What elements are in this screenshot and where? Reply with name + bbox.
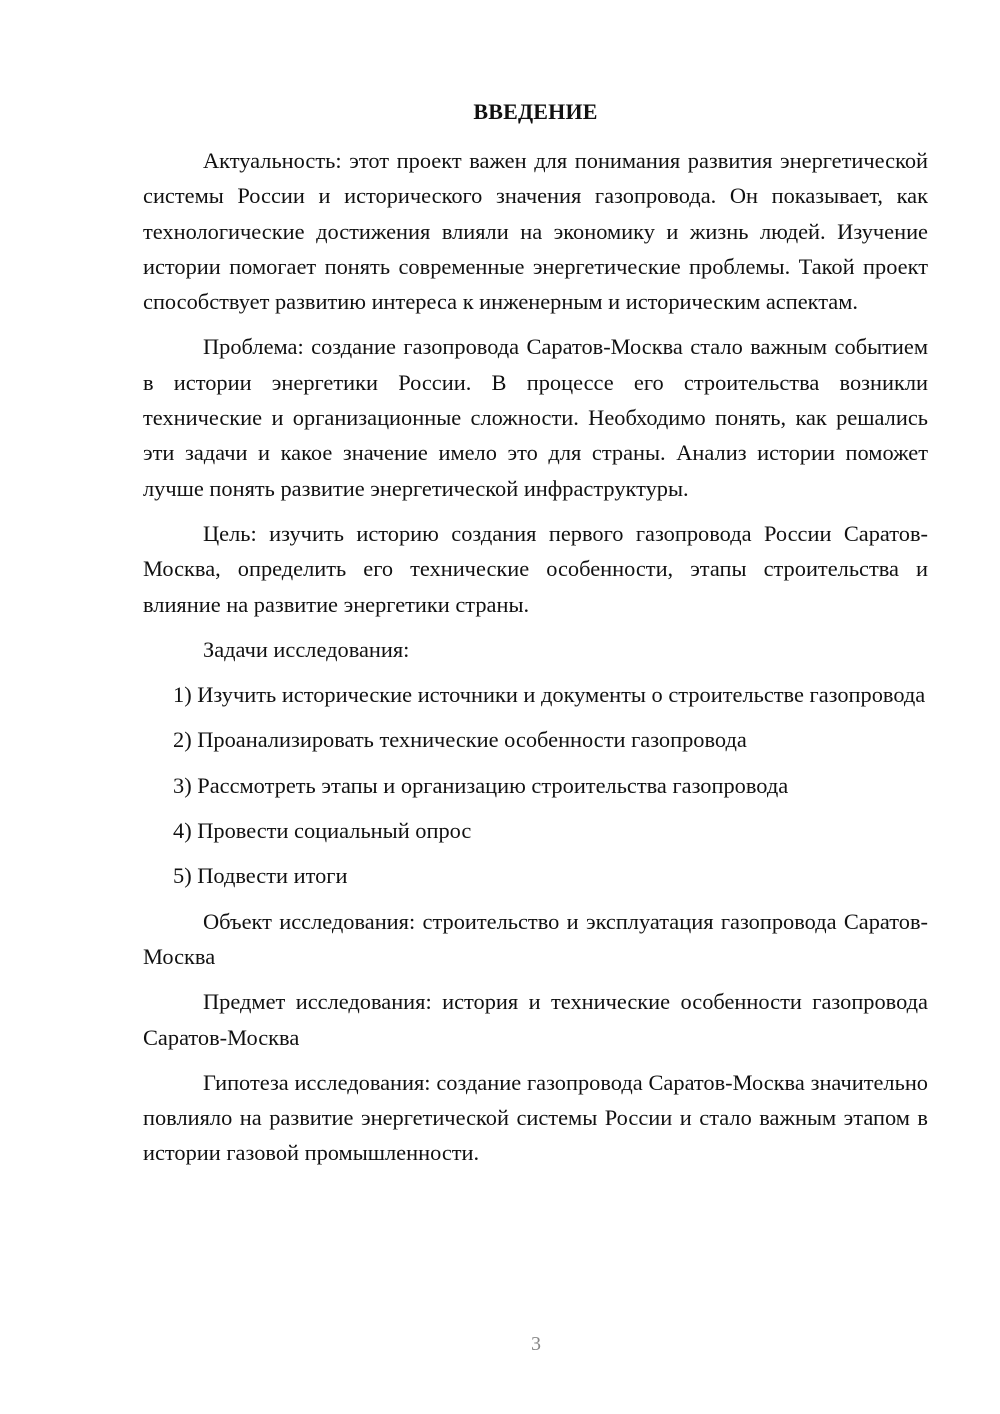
tasks-title: Задачи исследования: (203, 636, 410, 662)
task-item-4: 4) Провести социальный опрос (173, 818, 472, 844)
task-item-5: 5) Подвести итоги (173, 863, 348, 889)
problem-paragraph: Проблема: создание газопровода Саратов-Москва стало важным событием в истории энергетики России. В процессе его строительства возникли технические и организационные сложности. Необходимо понять, как решались эти задачи и какое значение имело это для страны. Анализ истории поможет лучше понять развитие энергетической инфраструктуры. (143, 334, 928, 501)
task-item-1: 1) Изучить исторические источники и документы о строительстве газопровода (173, 682, 926, 708)
object-paragraph: Объект исследования: строительство и эксплуатация газопровода Саратов-Москва (143, 908, 928, 969)
task-item-3: 3) Рассмотреть этапы и организацию строительства газопровода (173, 772, 789, 798)
subject-paragraph: Предмет исследования: история и технические особенности газопровода Саратов-Москва (143, 989, 928, 1050)
relevance-paragraph: Актуальность: этот проект важен для понимания развития энергетической системы России и исторического значения газопровода. Он показывает, как технологические достижения влияли на экономику и жизнь людей. Изучение истории помогает понять современные энергетические проблемы. Такой проект способствует развитию интереса к инженерным и историческим аспектам. (143, 148, 928, 315)
page-number: 3 (531, 1333, 541, 1355)
page-content (143, 94, 928, 1181)
task-item-2: 2) Проанализировать технические особенности газопровода (173, 727, 747, 753)
section-heading: ВВЕДЕНИЕ (473, 99, 598, 124)
hypothesis-paragraph: Гипотеза исследования: создание газопровода Саратов-Москва значительно повлияло на развитие энергетической системы России и стало важным этапом в истории газовой промышленности. (143, 1069, 928, 1166)
goal-paragraph: Цель: изучить историю создания первого газопровода России Саратов-Москва, определить его технические особенности, этапы строительства и влияние на развитие энергетики страны. (143, 520, 928, 617)
